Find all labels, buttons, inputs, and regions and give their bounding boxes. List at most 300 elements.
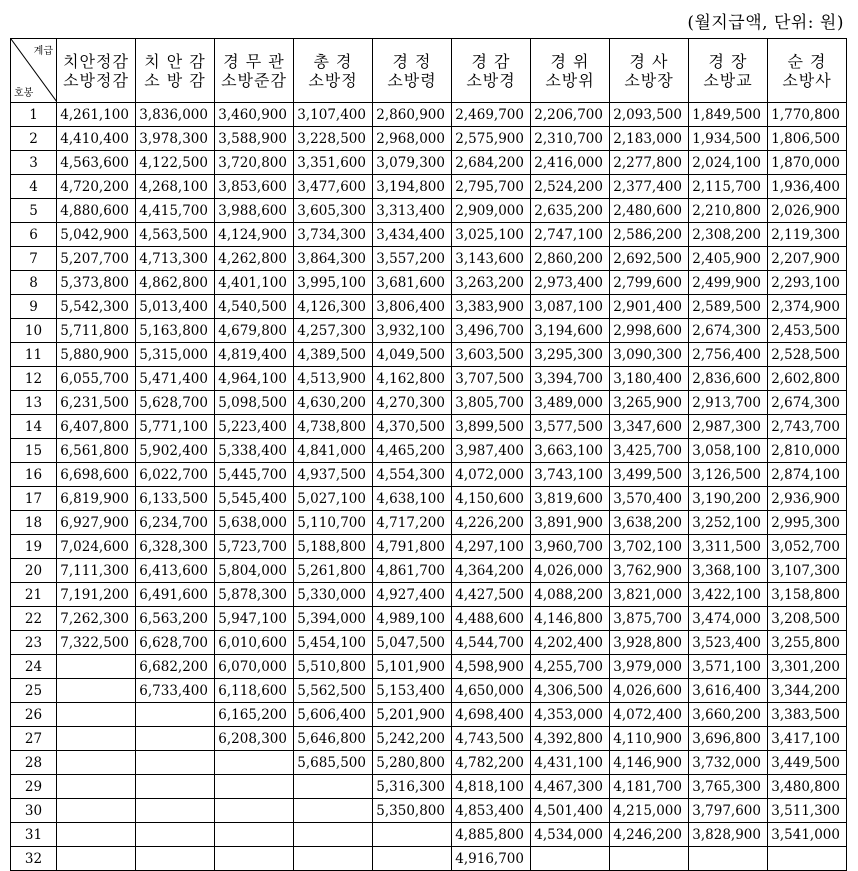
- salary-cell: 3,422,100: [689, 583, 768, 607]
- salary-cell: 6,022,700: [136, 463, 215, 487]
- salary-cell: 4,215,000: [610, 799, 689, 823]
- salary-cell: 3,190,200: [689, 487, 768, 511]
- step-cell: 14: [11, 415, 57, 439]
- salary-cell: 3,511,300: [768, 799, 847, 823]
- salary-cell: 4,150,600: [452, 487, 531, 511]
- salary-cell: 2,524,200: [531, 175, 610, 199]
- salary-cell: 3,499,500: [610, 463, 689, 487]
- salary-cell: 6,328,300: [136, 535, 215, 559]
- salary-cell: 3,603,500: [452, 343, 531, 367]
- salary-cell: 4,049,500: [373, 343, 452, 367]
- salary-cell: 4,782,200: [452, 751, 531, 775]
- salary-cell: 6,133,500: [136, 487, 215, 511]
- table-row: [11, 751, 847, 775]
- salary-cell: 3,434,400: [373, 223, 452, 247]
- salary-cell: 2,674,300: [689, 319, 768, 343]
- salary-cell: 3,928,800: [610, 631, 689, 655]
- step-cell: 7: [11, 247, 57, 271]
- salary-cell: [610, 847, 689, 871]
- step-cell: 18: [11, 511, 57, 535]
- salary-cell: 3,819,600: [531, 487, 610, 511]
- salary-cell: 4,146,800: [531, 607, 610, 631]
- salary-cell: 4,306,500: [531, 679, 610, 703]
- salary-cell: 4,862,800: [136, 271, 215, 295]
- table-row: [11, 223, 847, 247]
- salary-cell: 2,836,600: [689, 367, 768, 391]
- salary-cell: [294, 775, 373, 799]
- salary-cell: 3,265,900: [610, 391, 689, 415]
- salary-cell: 3,025,100: [452, 223, 531, 247]
- salary-cell: 5,880,900: [57, 343, 136, 367]
- salary-cell: 2,860,900: [373, 103, 452, 127]
- salary-cell: 3,853,600: [215, 175, 294, 199]
- salary-cell: 5,350,800: [373, 799, 452, 823]
- salary-cell: 4,989,100: [373, 607, 452, 631]
- step-cell: 32: [11, 847, 57, 871]
- salary-cell: 7,111,300: [57, 559, 136, 583]
- salary-cell: 3,158,800: [768, 583, 847, 607]
- column-header: [689, 39, 768, 103]
- salary-cell: 5,771,100: [136, 415, 215, 439]
- salary-cell: 3,252,100: [689, 511, 768, 535]
- salary-cell: 2,528,500: [768, 343, 847, 367]
- salary-cell: 4,717,200: [373, 511, 452, 535]
- column-header: [610, 39, 689, 103]
- salary-cell: 4,088,200: [531, 583, 610, 607]
- salary-cell: 5,542,300: [57, 295, 136, 319]
- salary-cell: 4,389,500: [294, 343, 373, 367]
- salary-cell: 2,747,100: [531, 223, 610, 247]
- table-row: [11, 727, 847, 751]
- salary-cell: 5,445,700: [215, 463, 294, 487]
- salary-cell: 2,602,800: [768, 367, 847, 391]
- salary-cell: 4,679,800: [215, 319, 294, 343]
- salary-cell: 6,118,600: [215, 679, 294, 703]
- salary-cell: 4,791,800: [373, 535, 452, 559]
- salary-cell: 2,024,100: [689, 151, 768, 175]
- salary-cell: 3,995,100: [294, 271, 373, 295]
- fire-rank-label: 소방경: [466, 70, 516, 90]
- table-row: [11, 247, 847, 271]
- salary-cell: 3,681,600: [373, 271, 452, 295]
- salary-cell: 7,262,300: [57, 607, 136, 631]
- salary-cell: 3,828,900: [689, 823, 768, 847]
- salary-cell: 4,540,500: [215, 295, 294, 319]
- table-row: [11, 823, 847, 847]
- salary-cell: 3,383,900: [452, 295, 531, 319]
- salary-cell: 4,297,100: [452, 535, 531, 559]
- salary-cell: [294, 847, 373, 871]
- salary-cell: 5,562,500: [294, 679, 373, 703]
- step-cell: 25: [11, 679, 57, 703]
- salary-cell: 5,646,800: [294, 727, 373, 751]
- table-row: [11, 103, 847, 127]
- table-row: [11, 127, 847, 151]
- table-row: [11, 559, 847, 583]
- salary-cell: [57, 799, 136, 823]
- salary-cell: 2,936,900: [768, 487, 847, 511]
- salary-cell: 4,563,500: [136, 223, 215, 247]
- salary-cell: 5,013,400: [136, 295, 215, 319]
- salary-cell: 6,070,000: [215, 655, 294, 679]
- police-rank-label: 경 정: [392, 51, 432, 71]
- salary-cell: 2,453,500: [768, 319, 847, 343]
- fire-rank-label: 소방정감: [63, 70, 129, 90]
- salary-cell: 4,126,300: [294, 295, 373, 319]
- step-cell: 26: [11, 703, 57, 727]
- table-row: [11, 391, 847, 415]
- salary-cell: 3,960,700: [531, 535, 610, 559]
- salary-cell: [136, 751, 215, 775]
- salary-cell: 4,650,000: [452, 679, 531, 703]
- salary-cell: 4,916,700: [452, 847, 531, 871]
- salary-cell: 3,383,500: [768, 703, 847, 727]
- salary-cell: 4,853,400: [452, 799, 531, 823]
- salary-cell: [215, 775, 294, 799]
- salary-cell: 2,210,800: [689, 199, 768, 223]
- step-cell: 29: [11, 775, 57, 799]
- salary-cell: 2,901,400: [610, 295, 689, 319]
- salary-cell: 6,698,600: [57, 463, 136, 487]
- police-rank-label: 치 안 감: [144, 51, 206, 71]
- step-cell: 17: [11, 487, 57, 511]
- salary-cell: 3,978,300: [136, 127, 215, 151]
- table-row: [11, 535, 847, 559]
- salary-cell: 4,268,100: [136, 175, 215, 199]
- salary-cell: 4,465,200: [373, 439, 452, 463]
- step-cell: 20: [11, 559, 57, 583]
- salary-cell: 4,270,300: [373, 391, 452, 415]
- salary-cell: 2,692,500: [610, 247, 689, 271]
- table-row: [11, 199, 847, 223]
- salary-cell: 4,124,900: [215, 223, 294, 247]
- salary-cell: [57, 655, 136, 679]
- salary-cell: 4,638,100: [373, 487, 452, 511]
- salary-cell: 6,055,700: [57, 367, 136, 391]
- salary-cell: 2,469,700: [452, 103, 531, 127]
- salary-cell: [136, 727, 215, 751]
- table-row: [11, 799, 847, 823]
- salary-cell: 3,425,700: [610, 439, 689, 463]
- salary-cell: 2,377,400: [610, 175, 689, 199]
- salary-cell: 5,394,000: [294, 607, 373, 631]
- salary-cell: 3,616,400: [689, 679, 768, 703]
- salary-cell: [215, 847, 294, 871]
- salary-cell: 5,454,100: [294, 631, 373, 655]
- salary-cell: 2,684,200: [452, 151, 531, 175]
- salary-cell: 6,927,900: [57, 511, 136, 535]
- column-header: [57, 39, 136, 103]
- salary-cell: 4,743,500: [452, 727, 531, 751]
- salary-cell: [768, 847, 847, 871]
- salary-cell: 3,496,700: [452, 319, 531, 343]
- salary-cell: [57, 775, 136, 799]
- salary-cell: [57, 823, 136, 847]
- column-header: [215, 39, 294, 103]
- table-row: [11, 631, 847, 655]
- salary-cell: 4,401,100: [215, 271, 294, 295]
- salary-cell: [57, 751, 136, 775]
- step-cell: 31: [11, 823, 57, 847]
- salary-cell: 2,995,300: [768, 511, 847, 535]
- column-header: [531, 39, 610, 103]
- police-rank-label: 총 경: [313, 51, 353, 71]
- salary-cell: 4,246,200: [610, 823, 689, 847]
- step-cell: 15: [11, 439, 57, 463]
- column-header: [452, 39, 531, 103]
- salary-cell: 5,163,800: [136, 319, 215, 343]
- salary-cell: 4,554,300: [373, 463, 452, 487]
- salary-cell: 2,968,000: [373, 127, 452, 151]
- table-row: [11, 655, 847, 679]
- salary-cell: [136, 823, 215, 847]
- salary-cell: 6,407,800: [57, 415, 136, 439]
- fire-rank-label: 소 방 감: [144, 70, 206, 90]
- salary-cell: 4,841,000: [294, 439, 373, 463]
- step-cell: 3: [11, 151, 57, 175]
- salary-cell: 3,194,800: [373, 175, 452, 199]
- step-cell: 4: [11, 175, 57, 199]
- salary-cell: 3,577,500: [531, 415, 610, 439]
- salary-cell: [215, 799, 294, 823]
- salary-cell: 2,119,300: [768, 223, 847, 247]
- salary-cell: [531, 847, 610, 871]
- step-cell: 9: [11, 295, 57, 319]
- salary-cell: 3,523,400: [689, 631, 768, 655]
- salary-cell: 2,115,700: [689, 175, 768, 199]
- police-rank-label: 경 무 관: [223, 51, 285, 71]
- salary-cell: 3,660,200: [689, 703, 768, 727]
- salary-cell: 2,480,600: [610, 199, 689, 223]
- salary-cell: 4,431,100: [531, 751, 610, 775]
- salary-cell: 4,501,400: [531, 799, 610, 823]
- step-cell: 16: [11, 463, 57, 487]
- salary-cell: 2,405,900: [689, 247, 768, 271]
- salary-cell: 3,394,700: [531, 367, 610, 391]
- salary-cell: 4,819,400: [215, 343, 294, 367]
- step-cell: 2: [11, 127, 57, 151]
- salary-cell: 3,311,500: [689, 535, 768, 559]
- salary-cell: 3,052,700: [768, 535, 847, 559]
- salary-cell: 4,072,000: [452, 463, 531, 487]
- salary-cell: 5,510,800: [294, 655, 373, 679]
- salary-cell: 6,628,700: [136, 631, 215, 655]
- salary-cell: [689, 847, 768, 871]
- salary-cell: 2,416,000: [531, 151, 610, 175]
- salary-cell: 6,733,400: [136, 679, 215, 703]
- salary-cell: 3,638,200: [610, 511, 689, 535]
- salary-cell: 3,605,300: [294, 199, 373, 223]
- salary-cell: 3,588,900: [215, 127, 294, 151]
- salary-cell: 2,795,700: [452, 175, 531, 199]
- salary-cell: 4,392,800: [531, 727, 610, 751]
- salary-cell: 5,628,700: [136, 391, 215, 415]
- salary-cell: 3,180,400: [610, 367, 689, 391]
- salary-cell: 5,711,800: [57, 319, 136, 343]
- salary-cell: 3,743,100: [531, 463, 610, 487]
- salary-cell: 3,707,500: [452, 367, 531, 391]
- salary-cell: 6,231,500: [57, 391, 136, 415]
- step-cell: 21: [11, 583, 57, 607]
- salary-cell: 3,875,700: [610, 607, 689, 631]
- salary-cell: 5,878,300: [215, 583, 294, 607]
- corner-rank-label: 계급: [33, 46, 53, 57]
- salary-cell: 2,913,700: [689, 391, 768, 415]
- salary-cell: [215, 823, 294, 847]
- salary-cell: 3,979,000: [610, 655, 689, 679]
- salary-cell: [294, 823, 373, 847]
- salary-cell: 5,223,400: [215, 415, 294, 439]
- salary-cell: 5,373,800: [57, 271, 136, 295]
- step-cell: 12: [11, 367, 57, 391]
- salary-cell: 2,093,500: [610, 103, 689, 127]
- police-rank-label: 치안정감: [63, 51, 129, 71]
- step-cell: 30: [11, 799, 57, 823]
- police-rank-label: 경 장: [708, 51, 748, 71]
- salary-cell: 5,606,400: [294, 703, 373, 727]
- salary-cell: 5,153,400: [373, 679, 452, 703]
- salary-cell: [136, 799, 215, 823]
- salary-cell: 5,188,800: [294, 535, 373, 559]
- salary-cell: 2,635,200: [531, 199, 610, 223]
- salary-cell: 4,410,400: [57, 127, 136, 151]
- column-header: [373, 39, 452, 103]
- salary-cell: 3,987,400: [452, 439, 531, 463]
- column-header: [768, 39, 847, 103]
- salary-cell: 2,183,000: [610, 127, 689, 151]
- salary-cell: 4,026,000: [531, 559, 610, 583]
- salary-cell: 1,770,800: [768, 103, 847, 127]
- salary-cell: 4,861,700: [373, 559, 452, 583]
- step-cell: 22: [11, 607, 57, 631]
- salary-cell: 3,720,800: [215, 151, 294, 175]
- salary-cell: 2,308,200: [689, 223, 768, 247]
- salary-cell: 2,987,300: [689, 415, 768, 439]
- step-cell: 27: [11, 727, 57, 751]
- salary-cell: 7,191,200: [57, 583, 136, 607]
- salary-cell: 3,570,400: [610, 487, 689, 511]
- fire-rank-label: 소방령: [387, 70, 437, 90]
- police-rank-label: 경 감: [471, 51, 511, 71]
- salary-cell: 5,723,700: [215, 535, 294, 559]
- salary-cell: 3,107,300: [768, 559, 847, 583]
- step-cell: 28: [11, 751, 57, 775]
- salary-cell: 5,471,400: [136, 367, 215, 391]
- salary-cell: 4,110,900: [610, 727, 689, 751]
- salary-cell: 6,819,900: [57, 487, 136, 511]
- salary-cell: 4,880,600: [57, 199, 136, 223]
- table-row: [11, 607, 847, 631]
- police-rank-label: 경 위: [550, 51, 590, 71]
- step-cell: 10: [11, 319, 57, 343]
- salary-cell: 3,806,400: [373, 295, 452, 319]
- salary-cell: 3,821,000: [610, 583, 689, 607]
- salary-cell: 2,874,100: [768, 463, 847, 487]
- table-row: [11, 439, 847, 463]
- salary-cell: [57, 679, 136, 703]
- salary-cell: 3,988,600: [215, 199, 294, 223]
- salary-cell: 1,870,000: [768, 151, 847, 175]
- table-row: [11, 847, 847, 871]
- table-row: [11, 151, 847, 175]
- salary-cell: 1,849,500: [689, 103, 768, 127]
- salary-cell: 4,630,200: [294, 391, 373, 415]
- step-cell: 23: [11, 631, 57, 655]
- salary-cell: 2,973,400: [531, 271, 610, 295]
- salary-cell: [373, 823, 452, 847]
- salary-cell: 2,374,900: [768, 295, 847, 319]
- salary-cell: 3,126,500: [689, 463, 768, 487]
- salary-cell: 3,480,800: [768, 775, 847, 799]
- salary-cell: 3,734,300: [294, 223, 373, 247]
- salary-cell: 4,544,700: [452, 631, 531, 655]
- salary-cell: 2,026,900: [768, 199, 847, 223]
- salary-cell: 5,027,100: [294, 487, 373, 511]
- table-row: [11, 703, 847, 727]
- salary-cell: 4,598,900: [452, 655, 531, 679]
- salary-cell: 3,805,700: [452, 391, 531, 415]
- table-row: [11, 319, 847, 343]
- salary-cell: 6,208,300: [215, 727, 294, 751]
- step-cell: 6: [11, 223, 57, 247]
- salary-cell: 4,698,400: [452, 703, 531, 727]
- header-row: [11, 39, 847, 103]
- fire-rank-label: 소방교: [703, 70, 753, 90]
- fire-rank-label: 소방정: [308, 70, 358, 90]
- salary-cell: 4,262,800: [215, 247, 294, 271]
- salary-cell: 2,860,200: [531, 247, 610, 271]
- salary-cell: 6,010,600: [215, 631, 294, 655]
- salary-cell: 2,206,700: [531, 103, 610, 127]
- table-row: [11, 679, 847, 703]
- salary-cell: 3,417,100: [768, 727, 847, 751]
- salary-cell: 2,799,600: [610, 271, 689, 295]
- salary-cell: 4,072,400: [610, 703, 689, 727]
- step-cell: 1: [11, 103, 57, 127]
- salary-cell: 4,226,200: [452, 511, 531, 535]
- salary-cell: 2,575,900: [452, 127, 531, 151]
- table-row: [11, 271, 847, 295]
- step-cell: 19: [11, 535, 57, 559]
- salary-cell: 4,181,700: [610, 775, 689, 799]
- salary-cell: 4,818,100: [452, 775, 531, 799]
- table-row: [11, 583, 847, 607]
- salary-cell: 3,541,000: [768, 823, 847, 847]
- salary-cell: 4,364,200: [452, 559, 531, 583]
- salary-cell: 6,413,600: [136, 559, 215, 583]
- salary-cell: 5,545,400: [215, 487, 294, 511]
- salary-cell: 3,696,800: [689, 727, 768, 751]
- salary-cell: 4,122,500: [136, 151, 215, 175]
- step-cell: 24: [11, 655, 57, 679]
- salary-cell: 2,293,100: [768, 271, 847, 295]
- salary-cell: 3,477,600: [294, 175, 373, 199]
- salary-cell: 3,765,300: [689, 775, 768, 799]
- salary-cell: 5,947,100: [215, 607, 294, 631]
- salary-cell: 3,228,500: [294, 127, 373, 151]
- salary-cell: 5,207,700: [57, 247, 136, 271]
- corner-cell: [11, 39, 57, 103]
- salary-cell: 5,042,900: [57, 223, 136, 247]
- table-body: [11, 103, 847, 871]
- salary-cell: 5,098,500: [215, 391, 294, 415]
- table-row: [11, 343, 847, 367]
- salary-cell: 3,449,500: [768, 751, 847, 775]
- salary-cell: 5,638,000: [215, 511, 294, 535]
- salary-cell: 4,738,800: [294, 415, 373, 439]
- salary-cell: 4,257,300: [294, 319, 373, 343]
- salary-cell: 6,682,200: [136, 655, 215, 679]
